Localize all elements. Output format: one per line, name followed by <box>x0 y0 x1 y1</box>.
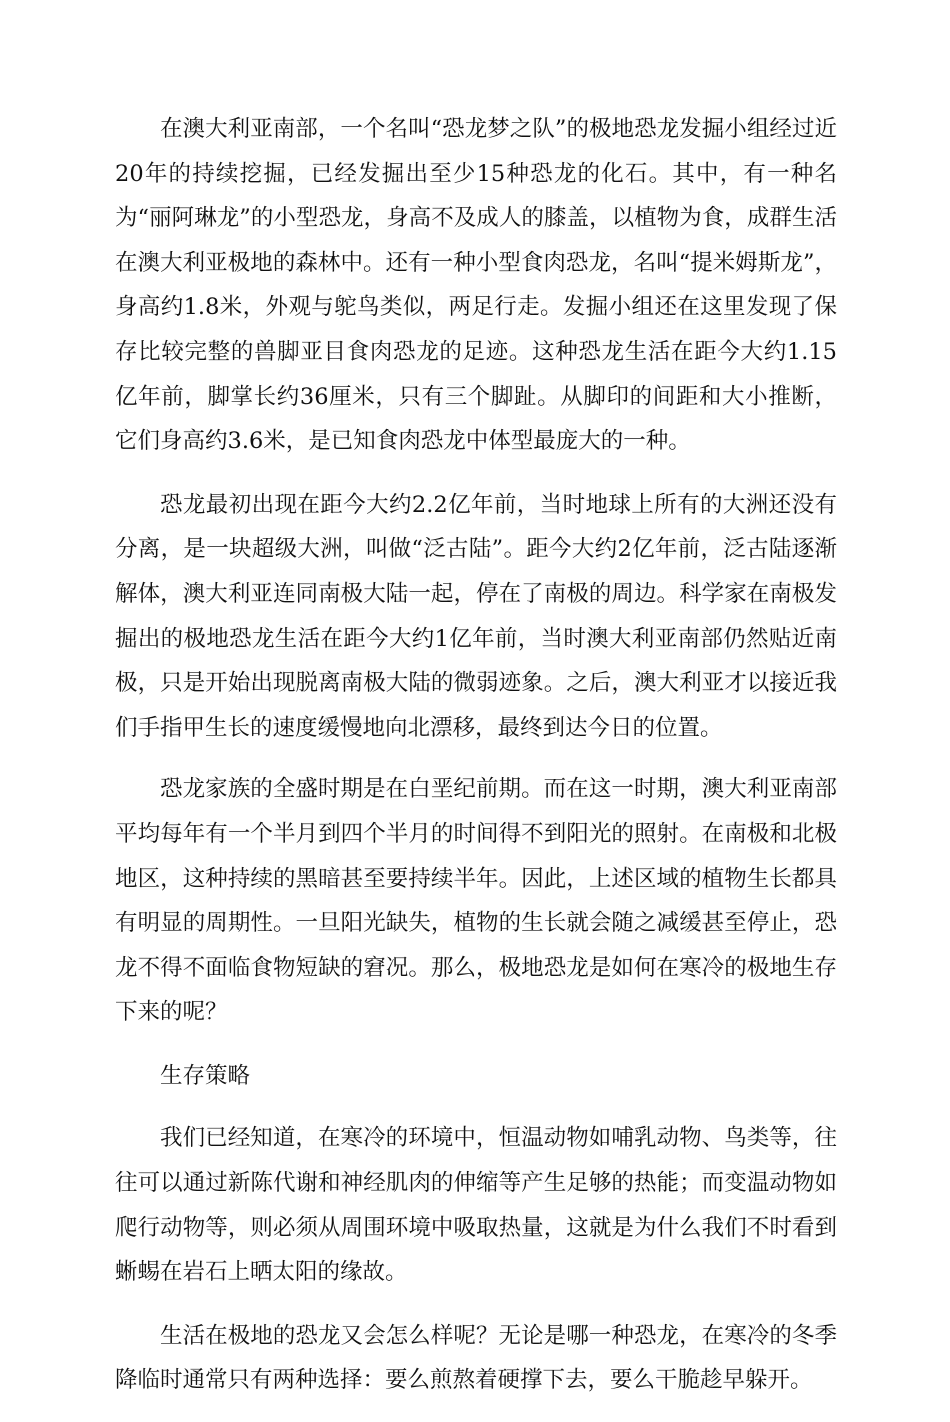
paragraph-2: 恐龙最初出现在距今大约2.2亿年前，当时地球上所有的大洲还没有分离，是一块超级大洲，叫做“泛古陆”。距今大约2亿年前，泛古陆逐渐解体，澳大利亚连同南极大陆一起，停在了南极的周边。科学家在南极发掘出的极地恐龙生活在距今大约1亿年前，当时澳大利亚南部仍然贴近南极，只是开始出现脱离南极大陆的微弱迹象。之后，澳大利亚才以接近我们手指甲生长的速度缓慢地向北漂移，最终到达今日的位置。 <box>115 491 837 741</box>
paragraph-1: 在澳大利亚南部，一个名叫“恐龙梦之队”的极地恐龙发掘小组经过近20年的持续挖掘，已经发掘出至少15种恐龙的化石。其中，有一种名为“丽阿琳龙”的小型恐龙，身高不及成人的膝盖，以植物为食，成群生活在澳大利亚极地的森林中。还有一种小型食肉恐龙，名叫“提米姆斯龙”，身高约1.8米，外观与鸵鸟类似，两足行走。发掘小组还在这里发现了保存比较完整的兽脚亚目食肉恐龙的足迹。这种恐龙生活在距今大约1.15亿年前，脚掌长约36厘米，只有三个脚趾。从脚印的间距和大小推断，它们身高约3.6米，是已知食肉恐龙中体型最庞大的一种。 <box>115 116 837 455</box>
section-heading: 生存策略 <box>160 1062 251 1089</box>
article-body <box>115 107 837 1422</box>
paragraph-5: 生活在极地的恐龙又会怎么样呢？无论是哪一种恐龙，在寒冷的冬季降临时通常只有两种选择：要么煎熬着硬撑下去，要么干脆趁早躲开。 <box>115 1322 837 1394</box>
paragraph-4: 我们已经知道，在寒冷的环境中，恒温动物如哺乳动物、鸟类等，往往可以通过新陈代谢和神经肌肉的伸缩等产生足够的热能；而变温动物如爬行动物等，则必须从周围环境中吸取热量，这就是为什么我们不时看到蜥蜴在岩石上晒太阳的缘故。 <box>115 1125 837 1286</box>
paragraph-3: 恐龙家族的全盛时期是在白垩纪前期。而在这一时期，澳大利亚南部平均每年有一个半月到四个半月的时间得不到阳光的照射。在南极和北极地区，这种持续的黑暗甚至要持续半年。因此，上述区域的植物生长都具有明显的周期性。一旦阳光缺失，植物的生长就会随之减缓甚至停止，恐龙不得不面临食物短缺的窘况。那么，极地恐龙是如何在寒冷的极地生存下来的呢？ <box>115 776 837 1026</box>
